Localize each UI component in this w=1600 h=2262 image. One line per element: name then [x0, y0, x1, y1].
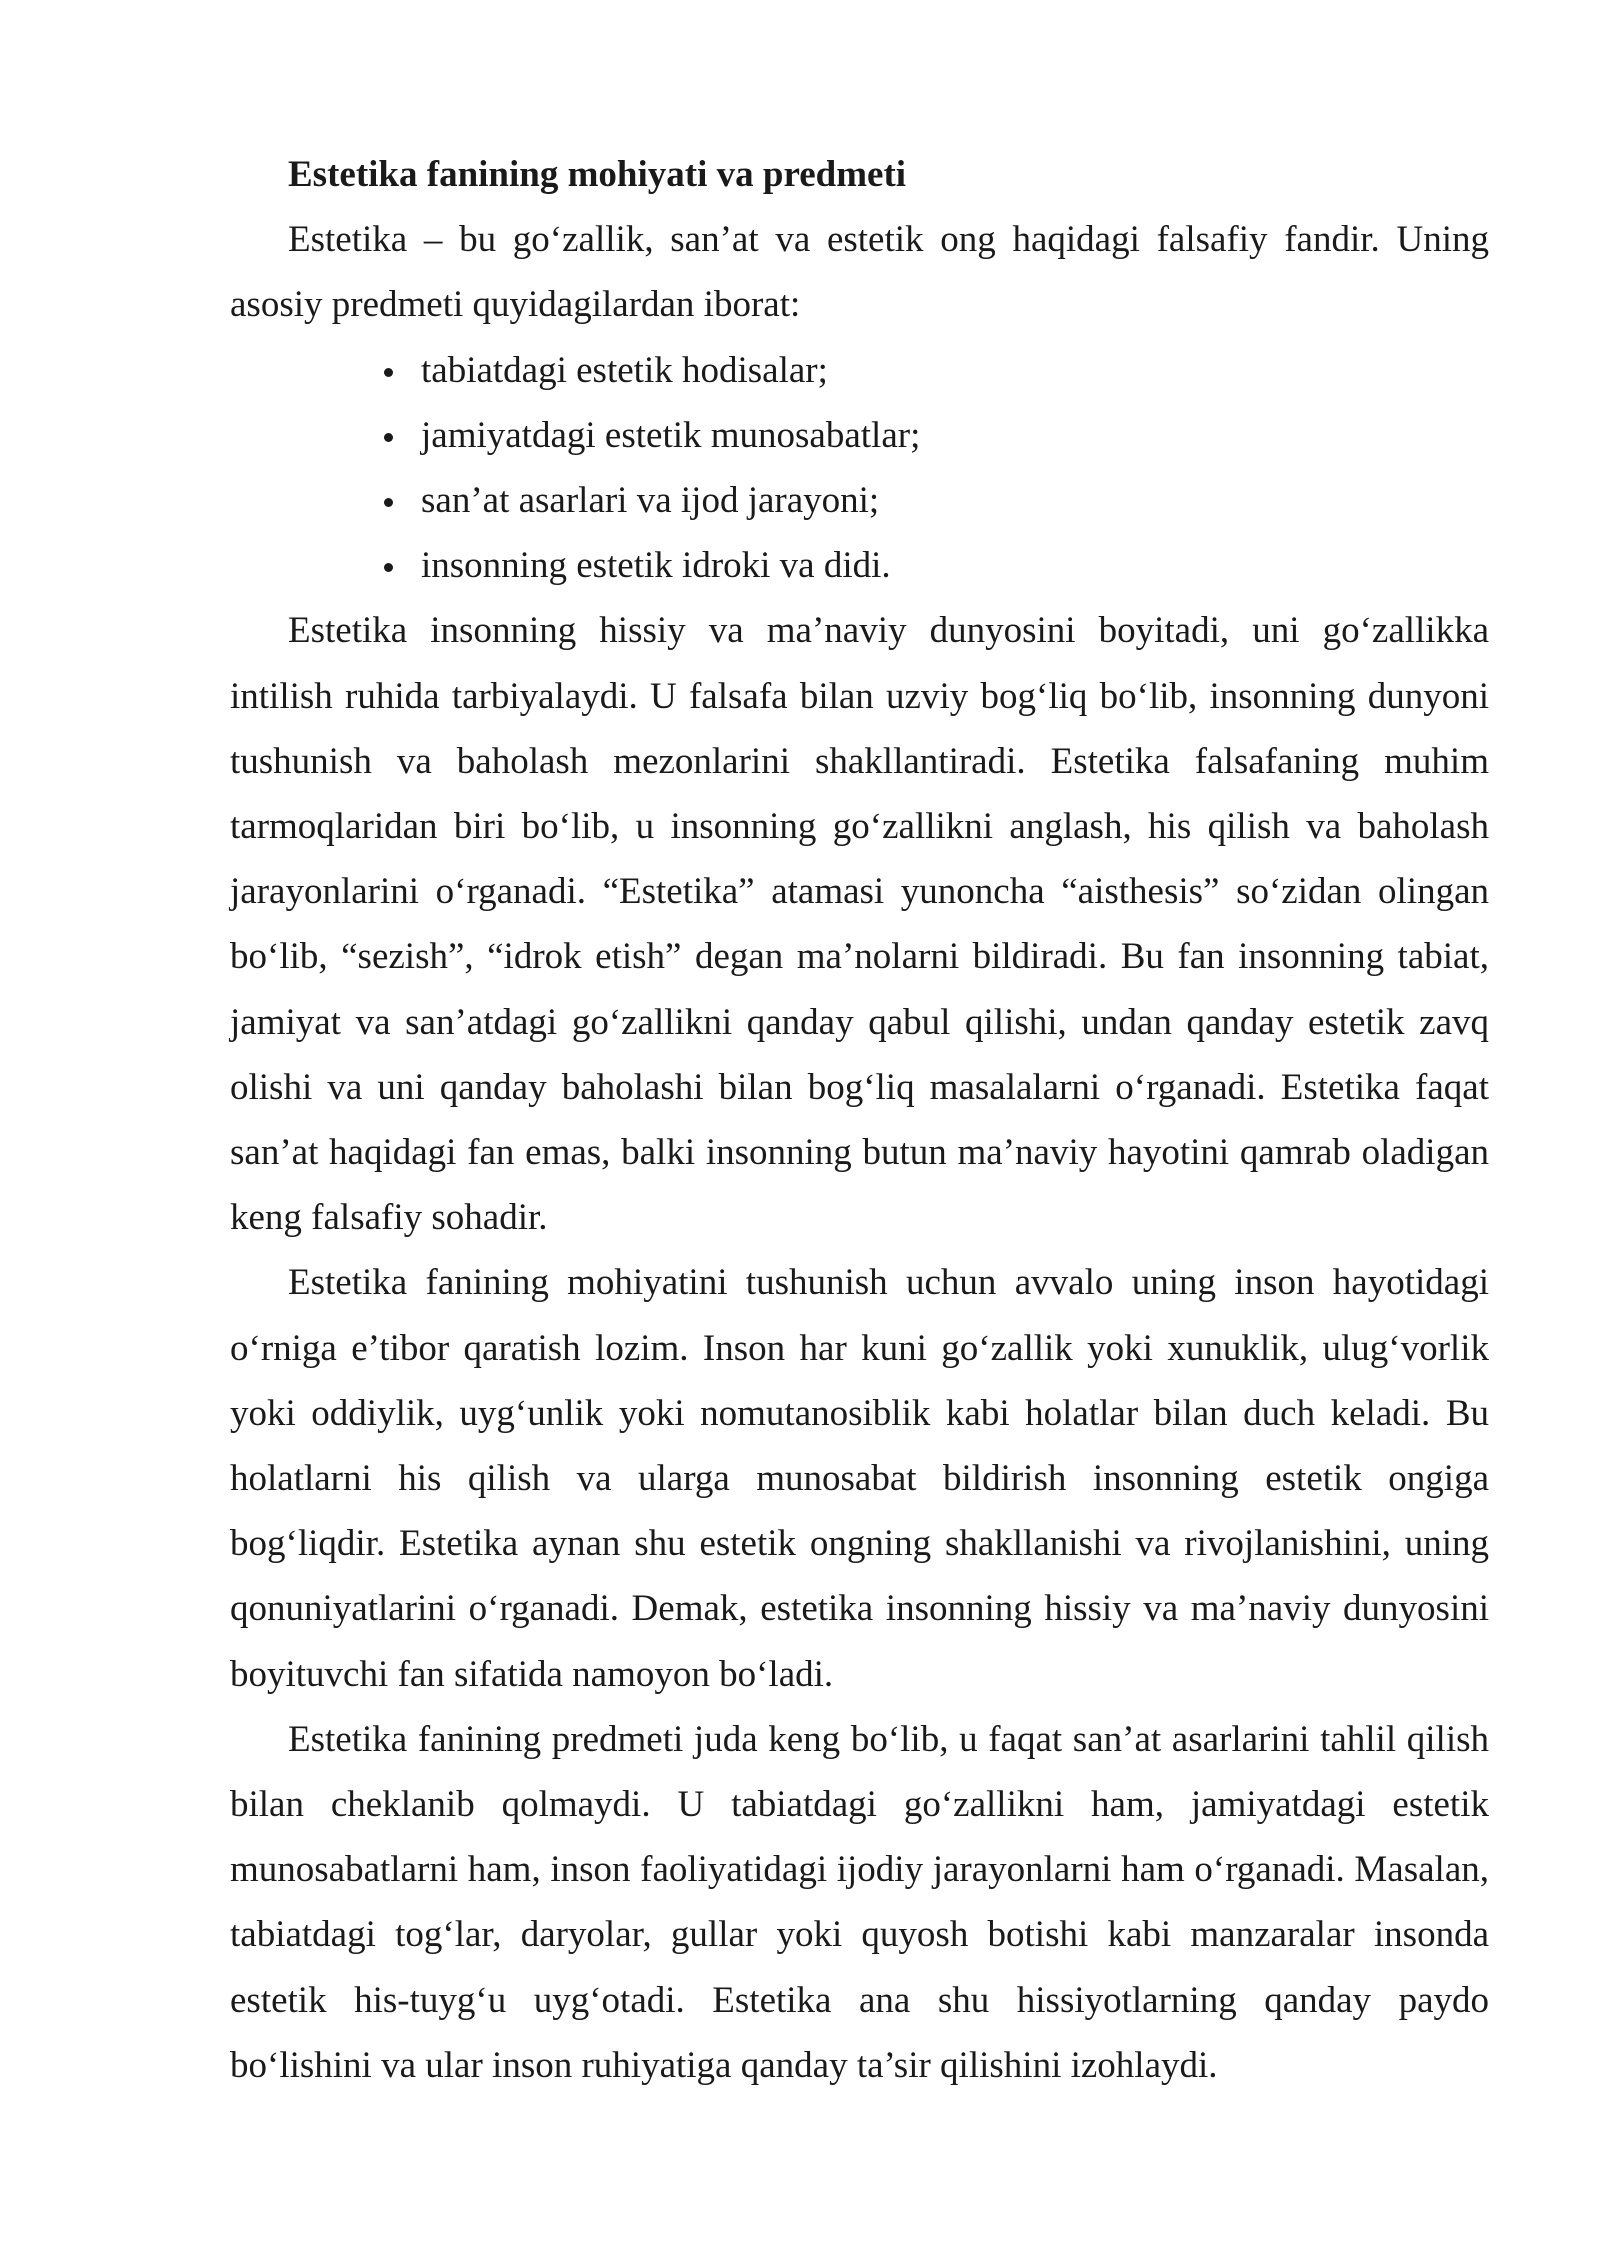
- list-item: [230, 533, 1489, 598]
- list-item-text: san’at asarlari va ijod jarayoni;: [421, 480, 880, 522]
- body-paragraph-3: Estetika fanining predmeti juda keng bo‘lib, u faqat san’at asarlarini tahlil qilish bilan cheklanib qolmaydi. U tabiatdagi go‘zallikni ham, jamiyatdagi estetik munosabatlarni ham, inson faoliyatidagi ijodiy jarayonlarni ham o‘rganadi. Masalan, tabiatdagi tog‘lar, daryolar, gullar yoki quyosh botishi kabi manzaralar insonda estetik his-tuyg‘u uyg‘otadi. Estetika ana shu hissiyotlarning qanday paydo bo‘lishini va ular inson ruhiyatiga qanday ta’sir qilishini izohlaydi.: [230, 1718, 1489, 2086]
- bullet-icon: [384, 563, 393, 572]
- list-item: [230, 338, 1489, 403]
- body-paragraph-2: Estetika fanining mohiyatini tushunish uchun avvalo uning inson hayotidagi o‘rniga e’tibor qaratish lozim. Inson har kuni go‘zallik yoki xunuklik, ulug‘vorlik yoki oddiylik, uyg‘unlik yoki nomutanosiblik kabi holatlar bilan duch keladi. Bu holatlarni his qilish va ularga munosabat bildirish insonning estetik ongiga bog‘liqdir. Estetika aynan shu estetik ongning shakllanishi va rivojlanishini, uning qonuniyatlarini o‘rganadi. Demak, estetika insonning hissiy va ma’naviy dunyosini boyituvchi fan sifatida namoyon bo‘ladi.: [230, 1262, 1489, 1695]
- list-item-text: tabiatdagi estetik hodisalar;: [421, 349, 828, 391]
- body-paragraph-1: Estetika insonning hissiy va ma’naviy dunyosini boyitadi, uni go‘zallikka intilish ruhida tarbiyalaydi. U falsafa bilan uzviy bog‘liq bo‘lib, insonning dunyoni tushunish va baholash mezonlarini shakllantiradi. Estetika falsafaning muhim tarmoqlaridan biri bo‘lib, u insonning go‘zallikni anglash, his qilish va baholash jarayonlarini o‘rganadi. “Estetika” atamasi yunoncha “aisthesis” so‘zidan olingan bo‘lib, “sezish”, “idrok etish” degan ma’nolarni bildiradi. Bu fan insonning tabiat, jamiyat va san’atdagi go‘zallikni qanday qabul qilishi, undan qanday estetik zavq olishi va uni qanday baholashi bilan bog‘liq masalalarni o‘rganadi. Estetika faqat san’at haqidagi fan emas, balki insonning butun ma’naviy hayotini qamrab oladigan keng falsafiy sohadir.: [230, 610, 1489, 1239]
- document-body: [230, 142, 1489, 2098]
- section-heading: Estetika fanining mohiyati va predmeti: [288, 154, 907, 195]
- subject-list: [230, 338, 1489, 599]
- list-item-text: jamiyatdagi estetik munosabatlar;: [421, 414, 921, 456]
- list-item: [230, 468, 1489, 533]
- intro-paragraph: Estetika – bu go‘zallik, san’at va estetik ong haqidagi falsafiy fandir. Uning asosiy predmeti quyidagilardan iborat:: [230, 219, 1489, 326]
- bullet-icon: [384, 368, 393, 377]
- list-item: [230, 403, 1489, 468]
- bullet-icon: [384, 433, 393, 442]
- list-item-text: insonning estetik idroki va didi.: [421, 545, 891, 587]
- bullet-icon: [384, 498, 393, 507]
